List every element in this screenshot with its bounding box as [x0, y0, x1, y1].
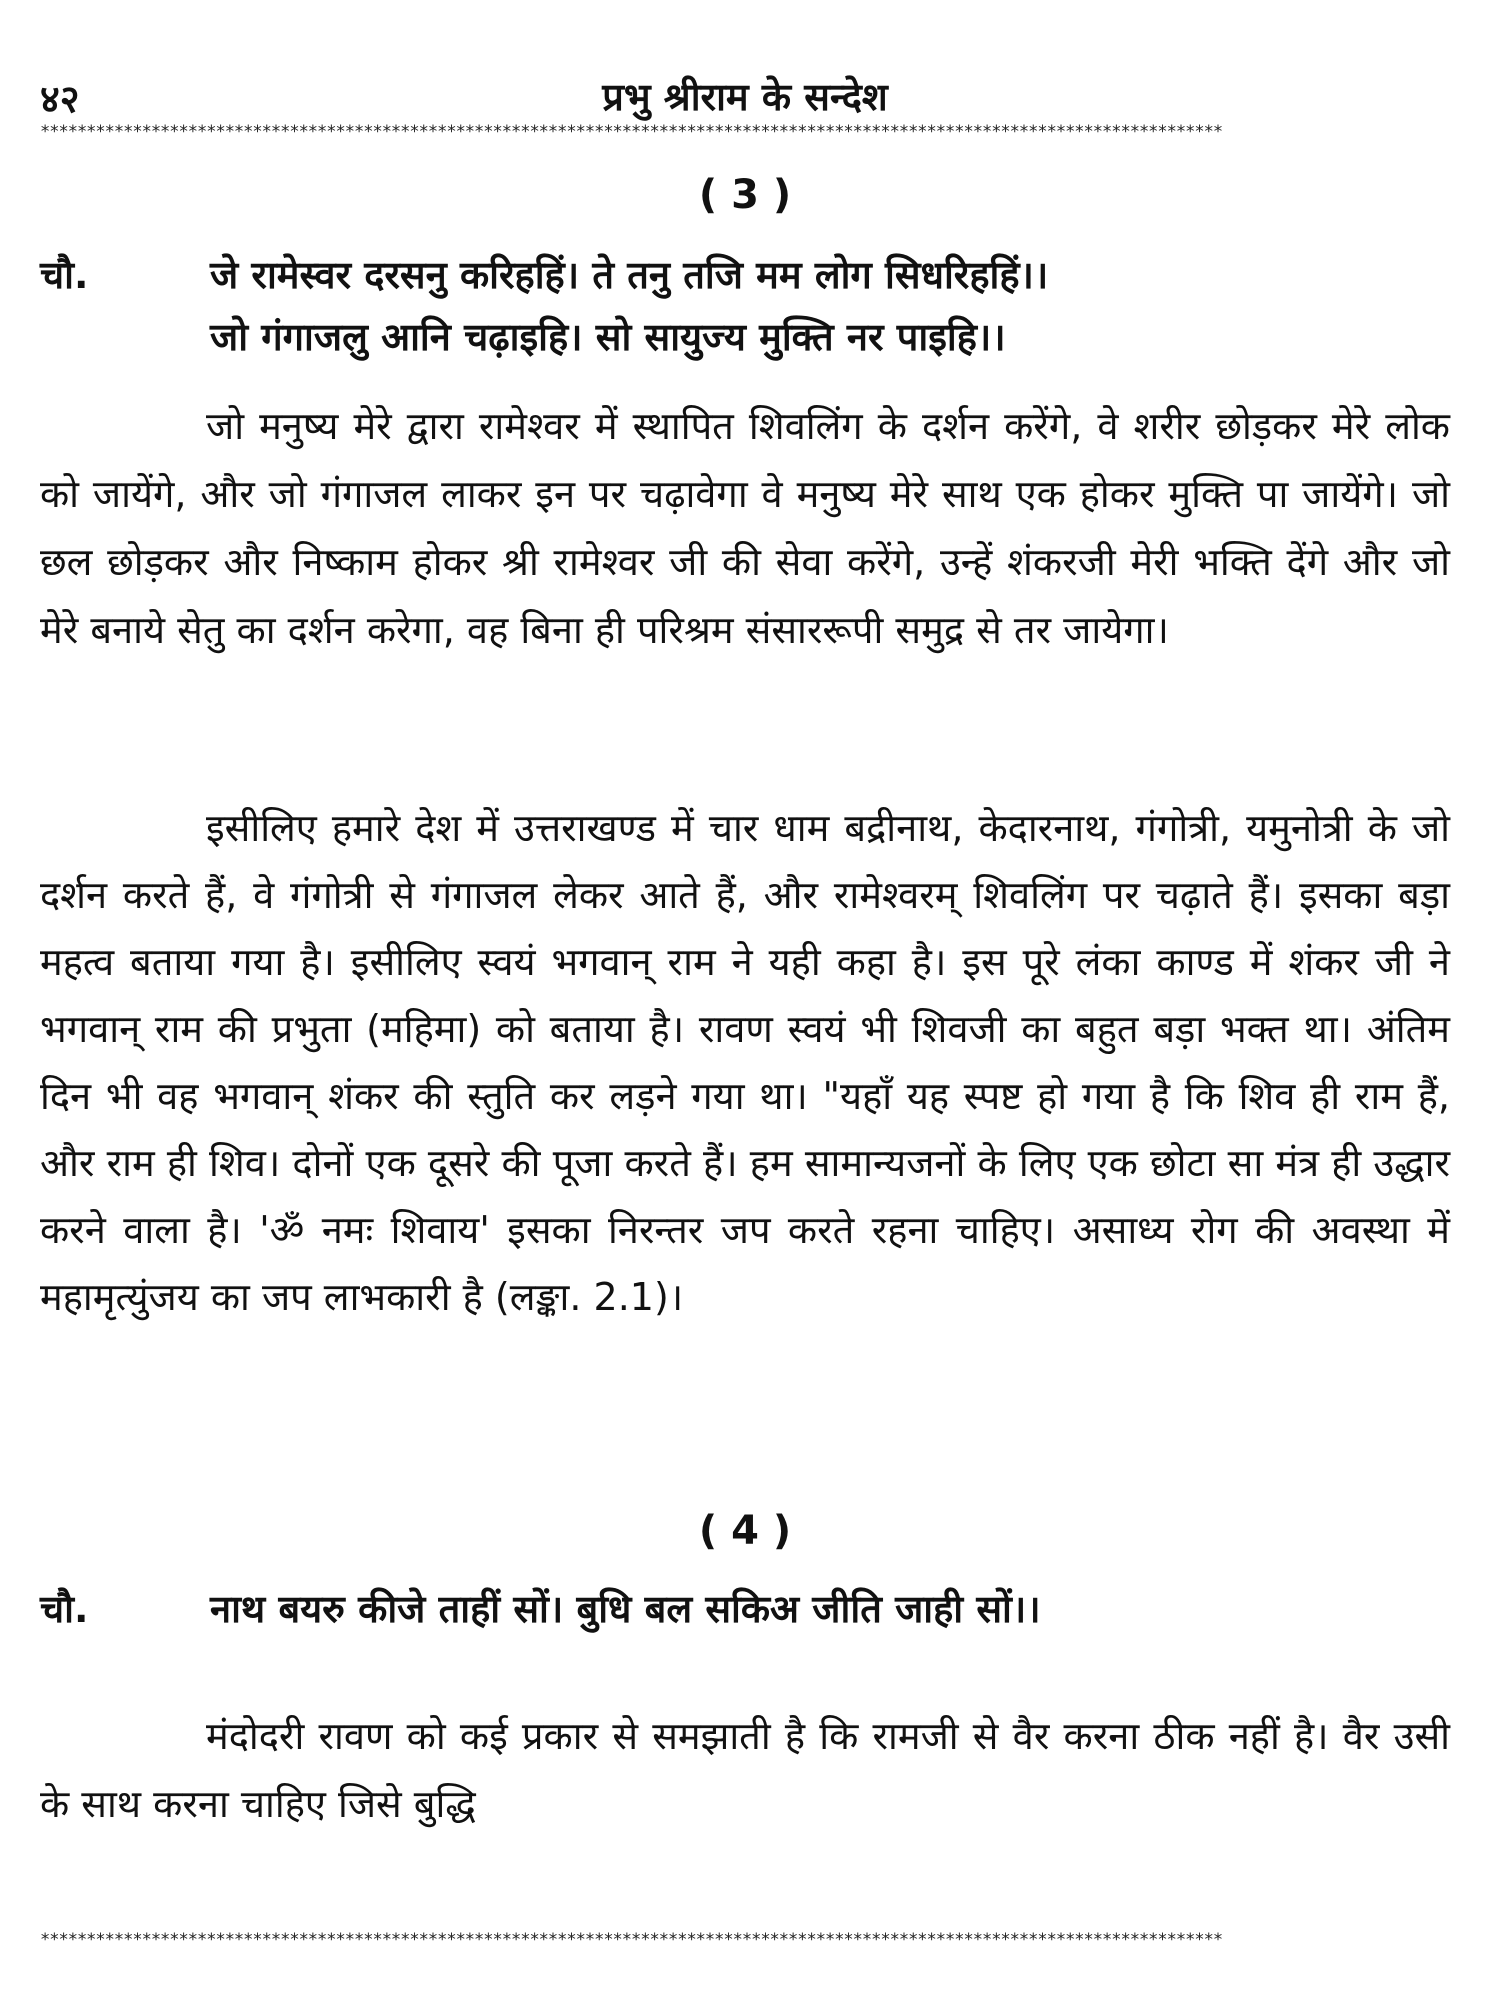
paragraph-3-2: इसीलिए हमारे देश में उत्तराखण्ड में चार धाम बद्रीनाथ, केदारनाथ, गंगोत्री, यमुनोत्री के जो दर्शन करते हैं, वे गंगोत्री से गंगाजल लेकर आते हैं, और रामेश्वरम् शिवलिंग पर चढ़ाते हैं। इसका बड़ा महत्व बताया गया है। इसीलिए स्वयं भगवान् राम ने यही कहा है। इस पूरे लंका काण्ड में शंकर जी ने भगवान् राम की प्रभुता (महिमा) को बताया है। रावण स्वयं भी शिवजी का बहुत बड़ा भक्त था। अंतिम दिन भी वह भगवान् शंकर की स्तुति कर लड़ने गया था। "यहाँ यह स्पष्ट हो गया है कि शिव ही राम हैं, और राम ही शिव। दोनों एक दूसरे की पूजा करते हैं। हम सामान्यजनों के लिए एक छोटा सा मंत्र ही उद्धार करने वाला है। 'ॐ नमः शिवाय' इसका निरन्तर जप करते रहना चाहिए। असाध्य रोग की अवस्था में महामृत्युंजय का जप लाभकारी है (लङ्का. 2.1)। [40, 806, 1450, 1319]
book-page [40, 60, 1450, 1980]
top-ornament-border: ******************************************************************************************************************************** [40, 122, 1223, 142]
paragraph-4-1: मंदोदरी रावण को कई प्रकार से समझाती है कि रामजी से वैर करना ठीक नहीं है। वैर उसी के साथ करना चाहिए जिसे बुद्धि [40, 1714, 1450, 1826]
verse-line-1: नाथ बयरु कीजे ताहीं सों। बुधि बल सकिअ जीति जाही सों।। [210, 1587, 1041, 1631]
verse-line-2: जो गंगाजलु आनि चढ़ाइहि। सो सायुज्य मुक्ति नर पाइहि।। [210, 315, 1006, 359]
verse-label: चौ. [40, 1587, 89, 1631]
verse-label: चौ. [40, 253, 89, 297]
running-title: प्रभु श्रीराम के सन्देश [602, 75, 888, 119]
verse-block-4 [40, 1582, 1450, 1642]
section-number-4: ( 4 ) [698, 1508, 792, 1554]
bottom-ornament-border: ******************************************************************************************************************************** [40, 1930, 1223, 1950]
section-number-3: ( 3 ) [698, 172, 792, 218]
page-number: ४२ [40, 77, 80, 121]
verse-block-3 [40, 248, 1450, 368]
paragraph-3-1: जो मनुष्य मेरे द्वारा रामेश्वर में स्थापित शिवलिंग के दर्शन करेंगे, वे शरीर छोड़कर मेरे लोक को जायेंगे, और जो गंगाजल लाकर इन पर चढ़ावेगा वे मनुष्य मेरे साथ एक होकर मुक्ति पा जायेंगे। जो छल छोड़कर और निष्काम होकर श्री रामेश्वर जी की सेवा करेंगे, उन्हें शंकरजी मेरी भक्ति देंगे और जो मेरे बनाये सेतु का दर्शन करेगा, वह बिना ही परिश्रम संसाररूपी समुद्र से तर जायेगा। [40, 404, 1450, 652]
verse-line-1: जे रामेस्वर दरसनु करिहहिं। ते तनु तजि मम लोग सिधरिहहिं।। [210, 253, 1049, 297]
